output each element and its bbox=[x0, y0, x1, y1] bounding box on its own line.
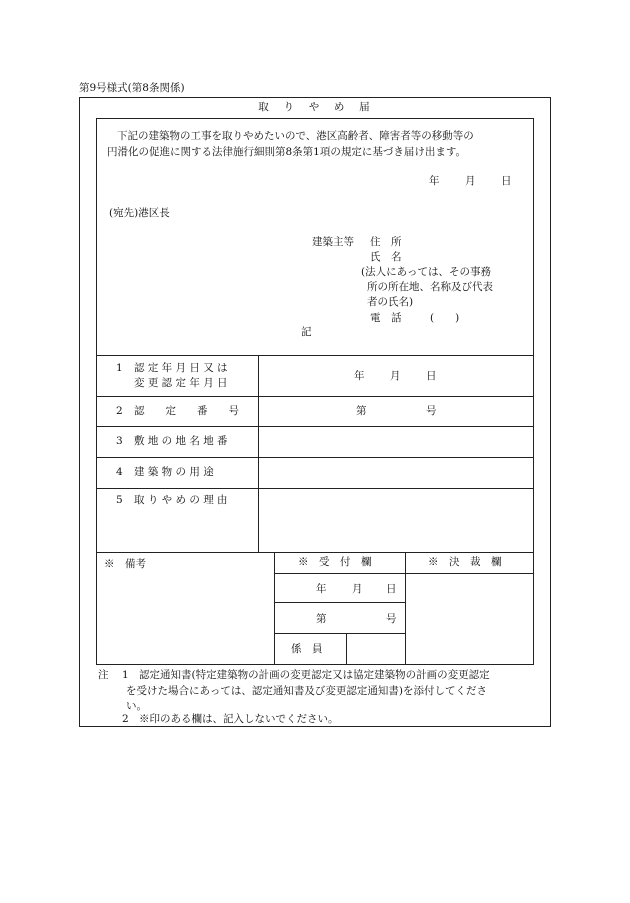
date-day: 日 bbox=[501, 175, 512, 187]
ki-marker: 記 bbox=[301, 326, 312, 338]
reception-divider bbox=[405, 552, 406, 665]
row-line bbox=[96, 396, 534, 397]
note-label: 注 bbox=[98, 669, 109, 681]
reception-no-suffix: 号 bbox=[386, 613, 397, 625]
addressee: (宛先)港区長 bbox=[109, 207, 170, 219]
row2-prefix: 第 bbox=[356, 405, 367, 417]
table-top-line bbox=[96, 355, 534, 356]
address-label: 住 所 bbox=[370, 236, 402, 248]
decision-header: ※ 決 裁 欄 bbox=[428, 556, 502, 568]
remarks-label: ※ 備考 bbox=[104, 558, 146, 570]
inner-frame bbox=[96, 118, 534, 665]
label-divider bbox=[258, 355, 259, 552]
row1-year: 年 bbox=[354, 370, 365, 382]
date-month: 月 bbox=[465, 175, 476, 187]
corp-note-1: (法人にあっては、その事務 bbox=[361, 266, 491, 278]
row1-num: 1 bbox=[116, 362, 123, 374]
phone-label: 電 話 bbox=[370, 312, 402, 324]
row-line bbox=[96, 488, 534, 489]
row1-label-1: 認 定 年 月 日 又 は bbox=[134, 362, 228, 374]
row-line bbox=[96, 426, 534, 427]
reception-day: 日 bbox=[386, 583, 397, 595]
form-number: 第9号様式(第8条関係) bbox=[79, 82, 185, 94]
name-label: 氏 名 bbox=[370, 251, 402, 263]
intro-line-2: 円滑化の促進に関する法律施行細則第8条第1項の規定に基づき届け出ます。 bbox=[107, 146, 467, 158]
reception-header: ※ 受 付 欄 bbox=[298, 556, 372, 568]
row1-month: 月 bbox=[390, 370, 401, 382]
row2-label: 認 定 番 号 bbox=[134, 405, 239, 417]
row5-num: 5 bbox=[116, 494, 123, 506]
row1-day: 日 bbox=[426, 370, 437, 382]
applicant-role: 建築主等 bbox=[312, 236, 354, 248]
note1-num: 1 bbox=[122, 669, 129, 681]
note1-line-2: を受けた場合にあっては、認定通知書及び変更認定通知書)を添付してくださ bbox=[126, 685, 487, 697]
staff-label: 係 員 bbox=[291, 643, 323, 655]
row2-suffix: 号 bbox=[426, 405, 437, 417]
note2-num: 2 bbox=[122, 713, 129, 725]
corp-note-3: 者の氏名) bbox=[367, 296, 414, 308]
reception-no-prefix: 第 bbox=[316, 613, 327, 625]
note1-line-1: 認定通知書(特定建築物の計画の変更認定又は協定建築物の計画の変更認定 bbox=[139, 669, 490, 681]
reception-line bbox=[274, 633, 405, 634]
note2-text: ※印のある欄は、記入しないでください。 bbox=[139, 713, 339, 725]
intro-line-1: 下記の建築物の工事を取りやめたいので、港区高齢者、障害者等の移動等の bbox=[117, 130, 474, 142]
reception-line bbox=[274, 602, 405, 603]
row4-num: 4 bbox=[116, 466, 123, 478]
staff-divider bbox=[346, 633, 347, 665]
row3-label: 敷 地 の 地 名 地 番 bbox=[134, 435, 228, 447]
date-year: 年 bbox=[429, 175, 440, 187]
reception-year: 年 bbox=[316, 583, 327, 595]
row-line bbox=[96, 457, 534, 458]
corp-note-2: 所の所在地、名称及び代表 bbox=[367, 281, 493, 293]
row4-label: 建 築 物 の 用 途 bbox=[134, 466, 214, 478]
reception-month: 月 bbox=[352, 583, 363, 595]
row5-label: 取 り や め の 理 由 bbox=[134, 494, 228, 506]
remarks-divider bbox=[274, 552, 275, 665]
form-title: 取 り や め 届 bbox=[258, 101, 372, 113]
note1-line-3: い。 bbox=[126, 700, 147, 712]
table-bottom-line bbox=[96, 552, 534, 553]
row3-num: 3 bbox=[116, 435, 123, 447]
row1-label-2: 変 更 認 定 年 月 日 bbox=[134, 377, 228, 389]
phone-paren: ( ) bbox=[430, 312, 460, 324]
office-header-line bbox=[274, 573, 534, 574]
row2-num: 2 bbox=[116, 405, 123, 417]
